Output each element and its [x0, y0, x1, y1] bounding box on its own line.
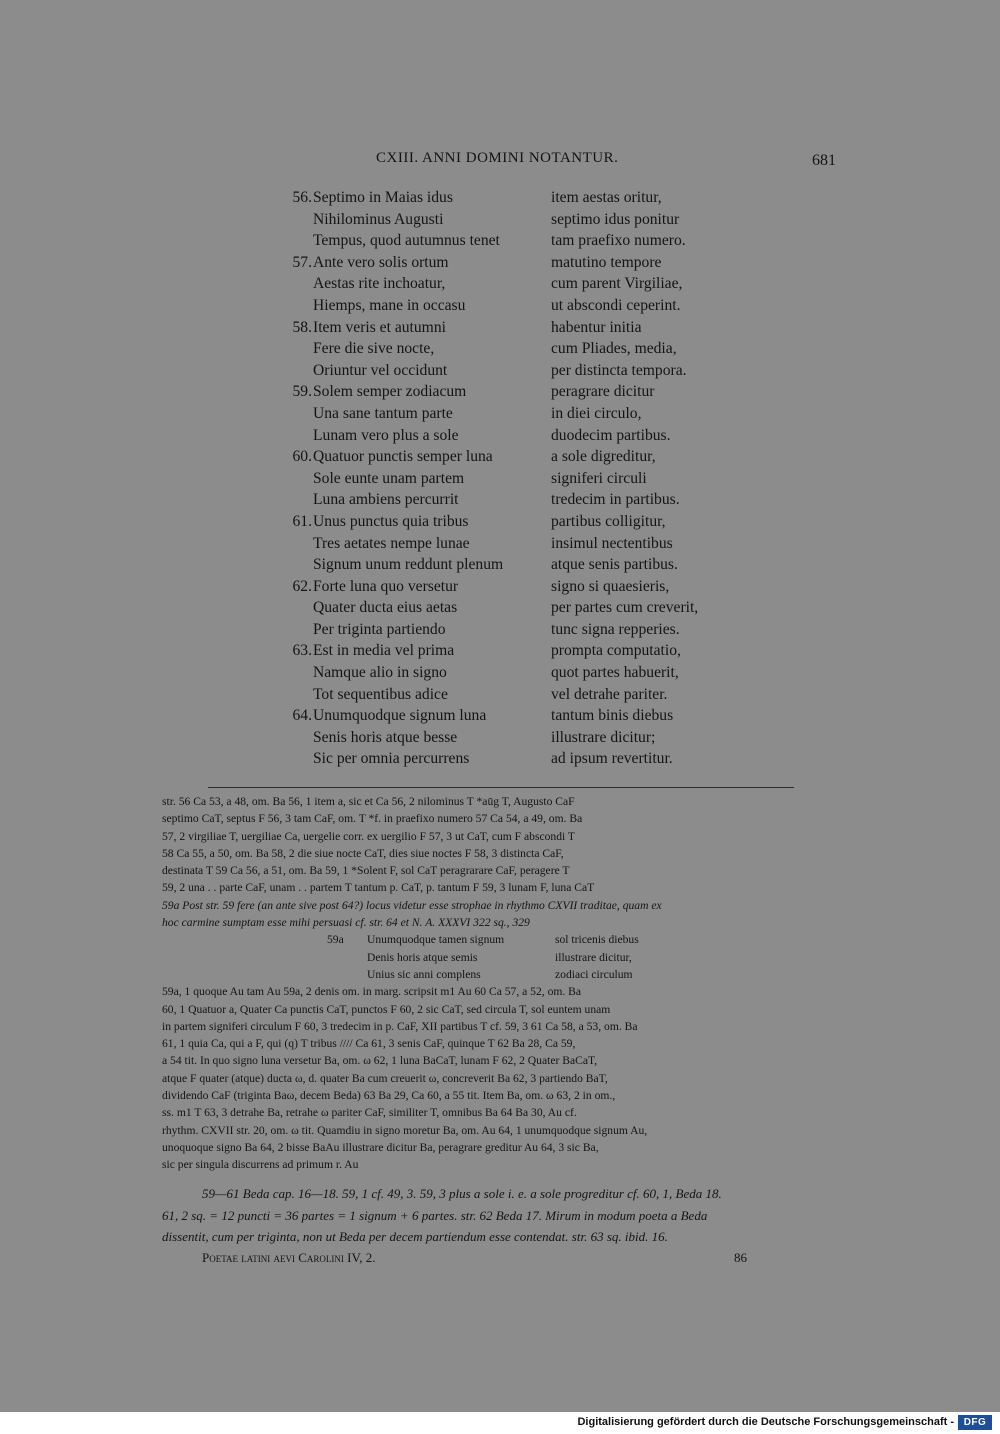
verse-line: [270, 209, 770, 231]
critical-apparatus: [162, 793, 838, 1174]
stanza-59a-number: 59a: [327, 933, 344, 947]
verse-line: [270, 727, 770, 749]
stanza: [270, 252, 770, 317]
verse-second-half: partibus colligitur,: [551, 512, 666, 530]
stanza-number: [270, 338, 313, 360]
verse-second-half: insimul nectentibus: [551, 534, 673, 552]
apparatus-line: in partem signiferi circulum F 60, 3 tredecim in p. CaF, XII partibus T cf. 59, 3 61 Ca 58, a 53, om. Ba: [162, 1019, 638, 1033]
verse-first-half: Tempus, quod autumnus tenet: [313, 232, 500, 250]
stanza-number: [270, 662, 313, 684]
verse-first-half: Lunam vero plus a sole: [313, 426, 459, 444]
verse-line: [270, 273, 770, 295]
verse-line: [270, 662, 770, 684]
verse-second-half: tam praefixo numero.: [551, 232, 686, 250]
apparatus-line: str. 56 Ca 53, a 48, om. Ba 56, 1 item a, sic et Ca 56, 2 nilominus T *aūg T, Augusto CaF: [162, 795, 575, 808]
stanza-number: [270, 209, 313, 231]
stanza: [270, 446, 770, 511]
verse-line: [270, 317, 770, 339]
stanza-number: 57.: [292, 253, 312, 271]
stanza: [270, 640, 770, 705]
stanza-number: [270, 425, 313, 447]
verse-second-half: vel detrahe pariter.: [551, 685, 668, 703]
verse-second-half: in diei circulo,: [551, 404, 642, 422]
verse-first-half: Unus punctus quia tribus: [313, 512, 469, 530]
apparatus-line: 57, 2 virgiliae T, uergiliae Ca, uergelie corr. ex uergilio F 57, 3 ut CaT, cum F abscondi T: [162, 829, 576, 843]
stanza-59a-second-half: sol tricenis diebus: [555, 933, 639, 947]
stanza: [270, 705, 770, 770]
verse-first-half: Quater ducta eius aetas: [313, 599, 458, 617]
stanza-number: [270, 619, 313, 641]
stanza-number: 64.: [292, 707, 312, 725]
verse-line: [270, 748, 770, 770]
stanza-59a-first-half: Denis horis atque semis: [367, 950, 478, 964]
apparatus-line: septimo CaT, septus F 56, 3 tam CaF, om. T *f. in praefixo numero 57 Ca 54, a 49, om. Ba: [162, 812, 583, 826]
stanza-59a-second-half: zodiaci circulum: [555, 967, 633, 981]
verse-line: [270, 403, 770, 425]
verse-first-half: Namque alio in signo: [313, 664, 447, 682]
verse-first-half: Item veris et autumni: [313, 318, 446, 336]
stanza-number: [270, 748, 313, 770]
verse-line: [270, 533, 770, 555]
stanza: [270, 576, 770, 641]
verse-second-half: per partes cum creverit,: [551, 599, 699, 617]
apparatus-line: dividendo CaF (triginta Baω, decem Beda) 63 Ba 29, Ca 60, a 55 tit. Item Ba, om. ω 63, 2 in om.,: [162, 1089, 616, 1103]
stanza: [270, 381, 770, 446]
stanza-number: [270, 295, 313, 317]
stanza-number: [270, 230, 313, 252]
stanza-59a-first-half: Unumquodque tamen signum: [367, 933, 505, 947]
stanza-number: [270, 273, 313, 295]
verse-line: [270, 705, 770, 727]
verse-line: [270, 360, 770, 382]
apparatus-line: a 54 tit. In quo signo luna versetur Ba, om. ω 62, 1 luna BaCaT, lunam F 62, 2 Quater BaCaT,: [162, 1054, 598, 1068]
apparatus-line: unoquoque signo Ba 64, 2 bisse BaAu illustrare dicitur Ba, peragrare greditur Au 64, 3 sic Ba,: [162, 1140, 599, 1154]
verse-first-half: Luna ambiens percurrit: [313, 491, 459, 509]
apparatus-line: 58 Ca 55, a 50, om. Ba 58, 2 die siue nocte CaT, dies siue noctes F 58, 3 distincta CaF,: [162, 846, 564, 860]
verse-second-half: cum parent Virgiliae,: [551, 275, 683, 293]
verse-second-half: cum Pliades, media,: [551, 340, 677, 358]
stanza-number: 61.: [292, 512, 312, 530]
stanza-number: [270, 468, 313, 490]
apparatus-line: 59a Post str. 59 fere (an ante sive post 64?) locus videtur esse strophae in rhythmo CXVII traditae, quam ex: [162, 898, 662, 912]
page-header: [0, 150, 1000, 174]
stanza-number: [270, 489, 313, 511]
stanza-number: 56.: [292, 189, 312, 206]
apparatus-line: 60, 1 Quatuor a, Quater Ca punctis CaT, punctos F 60, 2 sic CaT, sed circula T, sol euntem unam: [162, 1002, 611, 1016]
source-line: 61, 2 sq. = 12 puncti = 36 partes = 1 signum + 6 partes. str. 62 Beda 17. Mirum in modum poeta a Beda: [162, 1207, 708, 1223]
verse-line: [270, 684, 770, 706]
footer-signature: 86: [734, 1250, 747, 1265]
stanza-59a-line: [162, 931, 838, 948]
running-head: CXIII. ANNI DOMINI NOTANTUR.: [376, 150, 619, 166]
verse-first-half: Senis horis atque besse: [313, 728, 458, 746]
verse-line: [270, 619, 770, 641]
verse-second-half: a sole digreditur,: [551, 448, 656, 466]
source-notes: [162, 1183, 838, 1248]
verse-second-half: prompta computatio,: [551, 642, 681, 660]
stanza-59a-second-half: illustrare dicitur,: [555, 950, 632, 964]
apparatus-line: 61, 1 quia Ca, qui a F, qui (q) T tribus //// Ca 61, 3 senis CaF, quinque T 62 Ba 28, Ca 59,: [162, 1037, 576, 1051]
stanza: [270, 511, 770, 576]
apparatus-line: ss. m1 T 63, 3 detrahe Ba, retrahe ω pariter CaF, similiter T, omnibus Ba 64 Ba 30, Au cf.: [162, 1106, 577, 1120]
funding-text: Digitalisierung gefördert durch die Deutsche Forschungsgemeinschaft -: [577, 1416, 954, 1428]
apparatus-line: atque F quater (atque) ducta ω, d. quater Ba cum creuerit ω, concreverit Ba 62, 3 partiendo BaT,: [162, 1071, 608, 1085]
verse-first-half: Septimo in Maias idus: [313, 189, 453, 206]
verse-line: [270, 640, 770, 662]
verse-line: [270, 381, 770, 403]
verse-second-half: habentur initia: [551, 318, 642, 336]
verse-line: [270, 252, 770, 274]
verse-line: [270, 468, 770, 490]
verse-first-half: Sole eunte unam partem: [313, 469, 465, 487]
verse-line: [270, 489, 770, 511]
source-line: dissentit, cum per triginta, non ut Beda per decem partiendum esse contendat. str. 63 sq. ibid. 16.: [162, 1229, 668, 1244]
verse-first-half: Tot sequentibus adice: [313, 685, 448, 703]
verse-first-half: Per triginta partiendo: [313, 620, 446, 638]
stanza-number: [270, 727, 313, 749]
verse-line: [270, 338, 770, 360]
verse-first-half: Aestas rite inchoatur,: [313, 275, 446, 293]
footnote-divider: [208, 787, 794, 788]
dfg-logo: DFG: [958, 1415, 992, 1430]
verse-second-half: matutino tempore: [551, 253, 662, 271]
stanza-number: 59.: [292, 383, 312, 401]
verse-line: [270, 576, 770, 598]
verse-first-half: Solem semper zodiacum: [313, 383, 467, 401]
verse-second-half: duodecim partibus.: [551, 426, 671, 444]
stanza: [270, 187, 770, 252]
verse-line: [270, 554, 770, 576]
verse-line: [270, 597, 770, 619]
apparatus-line: hoc carmine sumptam esse mihi persuasi cf. str. 64 et N. A. XXXVI 322 sq., 329: [162, 916, 530, 930]
apparatus-line: destinata T 59 Ca 56, a 51, om. Ba 59, 1 *Solent F, sol CaT peragrarare CaF, peragere T: [162, 864, 570, 878]
verse-second-half: atque senis partibus.: [551, 556, 678, 574]
verse-first-half: Nihilominus Augusti: [313, 210, 444, 228]
verse-first-half: Ante vero solis ortum: [313, 253, 449, 271]
stanza-number: [270, 554, 313, 576]
stanza-59a-line: [162, 949, 838, 966]
verse-second-half: septimo idus ponitur: [551, 210, 680, 228]
verse-line: [270, 425, 770, 447]
poem-text: [270, 187, 770, 770]
funding-banner: [0, 1412, 1000, 1434]
verse-first-half: Fere die sive nocte,: [313, 340, 435, 358]
page-number: 681: [812, 152, 836, 169]
verse-second-half: peragrare dicitur: [551, 383, 655, 401]
verse-line: [270, 511, 770, 533]
verse-second-half: tantum binis diebus: [551, 707, 674, 725]
apparatus-line: sic per singula discurrens ad primum r. Au: [162, 1158, 359, 1172]
verse-second-half: illustrare dicitur;: [551, 728, 656, 746]
footer-series-title: Poetae latini aevi Carolini IV, 2.: [202, 1250, 376, 1265]
verse-first-half: Una sane tantum parte: [313, 404, 453, 422]
stanza-number: [270, 533, 313, 555]
verse-line: [270, 187, 770, 209]
verse-first-half: Unumquodque signum luna: [313, 707, 487, 725]
stanza-number: 60.: [292, 448, 312, 466]
verse-second-half: tredecim in partibus.: [551, 491, 680, 509]
verse-second-half: item aestas oritur,: [551, 189, 662, 206]
verse-second-half: signo si quaesieris,: [551, 577, 670, 595]
verse-line: [270, 295, 770, 317]
stanza-number: [270, 403, 313, 425]
apparatus-line: rhythm. CXVII str. 20, om. ω tit. Quamdiu in signo moretur Ba, om. Au 64, 1 unumquodque signum Au,: [162, 1123, 648, 1137]
stanza-number: 58.: [292, 318, 312, 336]
verse-first-half: Oriuntur vel occidunt: [313, 361, 448, 379]
stanza-number: 62.: [292, 577, 312, 595]
apparatus-line: 59a, 1 quoque Au tam Au 59a, 2 denis om. in marg. scripsit m1 Au 60 Ca 57, a 52, om. Ba: [162, 985, 582, 999]
stanza-number: 63.: [292, 642, 312, 660]
verse-first-half: Est in media vel prima: [313, 642, 455, 660]
verse-second-half: tunc signa repperies.: [551, 620, 680, 638]
verse-first-half: Forte luna quo versetur: [313, 577, 459, 595]
verse-line: [270, 446, 770, 468]
stanza-59a-first-half: Unius sic anni complens: [367, 967, 481, 981]
apparatus-line: 59, 2 una . . parte CaF, unam . . partem T tantum p. CaT, p. tantum F 59, 3 lunam F, luna CaT: [162, 881, 595, 895]
verse-second-half: signiferi circuli: [551, 469, 647, 487]
verse-first-half: Sic per omnia percurrens: [313, 750, 470, 768]
verse-line: [270, 230, 770, 252]
verse-first-half: Tres aetates nempe lunae: [313, 534, 470, 552]
verse-first-half: Signum unum reddunt plenum: [313, 556, 504, 574]
verse-second-half: ut abscondi ceperint.: [551, 296, 681, 314]
stanza-number: [270, 360, 313, 382]
source-line: 59—61 Beda cap. 16—18. 59, 1 cf. 49, 3. 59, 3 plus a sole i. e. a sole progreditur cf. 60, 1, Beda 18.: [202, 1186, 722, 1201]
verse-second-half: ad ipsum revertitur.: [551, 750, 673, 768]
verse-second-half: per distincta tempora.: [551, 361, 687, 379]
stanza-59a-line: [162, 966, 838, 983]
verse-second-half: quot partes habuerit,: [551, 664, 679, 682]
verse-first-half: Quatuor punctis semper luna: [313, 448, 493, 466]
stanza: [270, 317, 770, 382]
stanza-number: [270, 597, 313, 619]
stanza-number: [270, 684, 313, 706]
verse-first-half: Hiemps, mane in occasu: [313, 296, 466, 314]
